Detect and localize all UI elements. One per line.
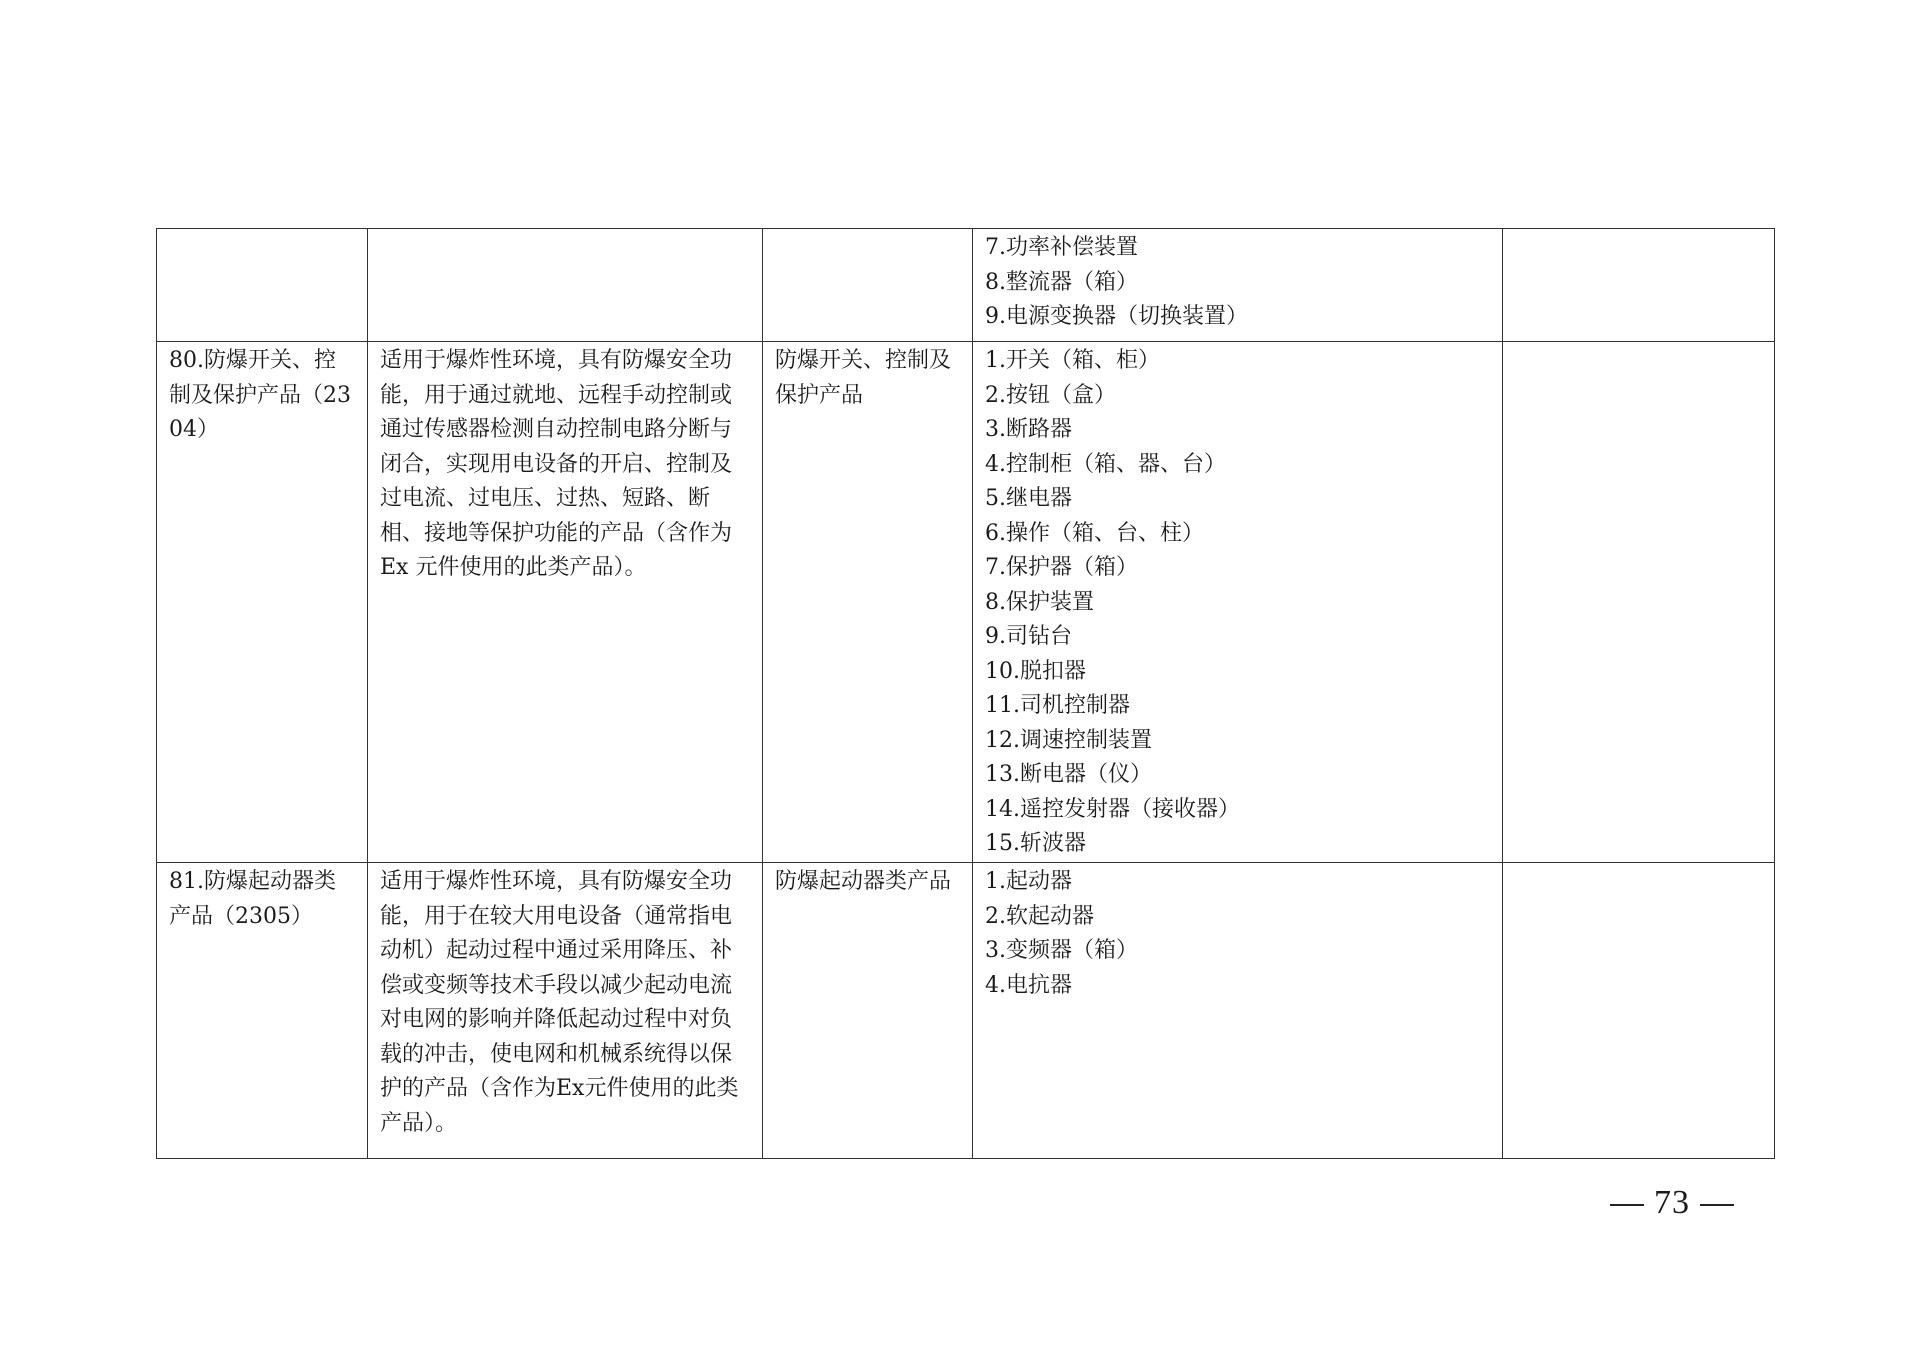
dash-left xyxy=(1610,1204,1644,1206)
list-item: 1.开关（箱、柜） xyxy=(985,348,1160,373)
page-number-value: 73 xyxy=(1654,1184,1690,1221)
list-item: 9.电源变换器（切换装置） xyxy=(985,304,1248,329)
product-items-cell xyxy=(973,229,1503,342)
product-name-cell: 防爆开关、控制及保护产品 xyxy=(763,342,973,863)
list-item: 3.断路器 xyxy=(985,417,1072,442)
list-item: 9.司钻台 xyxy=(985,624,1072,649)
list-item: 8.整流器（箱） xyxy=(985,269,1138,295)
list-item: 8.保护装置 xyxy=(985,589,1094,615)
list-item: 4.控制柜（箱、器、台） xyxy=(985,451,1226,477)
category-cell: 80.防爆开关、控制及保护产品（2304） xyxy=(157,342,368,863)
list-item: 11.司机控制器 xyxy=(985,693,1130,718)
category-cell xyxy=(157,229,368,342)
description-cell: 适用于爆炸性环境，具有防爆安全功能，用于在较大用电设备（通常指电动机）起动过程中通过采用降压、补偿或变频等技术手段以减少起动电流对电网的影响并降低起动过程中对负载的冲击，使电网和机械系统得以保护的产品（含作为Ex元件使用的此类产品）。 xyxy=(368,863,763,1159)
list-item: 2.软起动器 xyxy=(985,903,1094,929)
product-name-cell xyxy=(763,229,973,342)
table-row-81 xyxy=(157,863,1775,1159)
list-item: 1.起动器 xyxy=(985,869,1072,894)
list-item: 6.操作（箱、台、柱） xyxy=(985,520,1204,546)
table-row-continuation xyxy=(157,229,1775,342)
list-item: 15.斩波器 xyxy=(985,831,1086,856)
remarks-cell xyxy=(1503,863,1775,1159)
list-item: 7.功率补偿装置 xyxy=(985,235,1138,260)
list-item: 2.按钮（盒） xyxy=(985,382,1116,408)
product-items-cell xyxy=(973,342,1503,863)
description-cell xyxy=(368,229,763,342)
list-item: 3.变频器（箱） xyxy=(985,938,1138,963)
list-item: 10.脱扣器 xyxy=(985,658,1086,684)
list-item: 4.电抗器 xyxy=(985,972,1072,998)
category-cell: 81.防爆起动器类产品（2305） xyxy=(157,863,368,1159)
list-item: 12.调速控制装置 xyxy=(985,727,1152,753)
list-item: 14.遥控发射器（接收器） xyxy=(985,796,1240,822)
table-row-80 xyxy=(157,342,1775,863)
remarks-cell xyxy=(1503,342,1775,863)
dash-right xyxy=(1700,1204,1734,1206)
list-item: 13.断电器（仪） xyxy=(985,762,1152,787)
product-catalog-table xyxy=(156,228,1775,1159)
description-cell: 适用于爆炸性环境，具有防爆安全功能，用于通过就地、远程手动控制或通过传感器检测自动控制电路分断与闭合，实现用电设备的开启、控制及过电流、过电压、过热、短路、断相、接地等保护功能的产品（含作为 Ex 元件使用的此类产品）。 xyxy=(368,342,763,863)
list-item: 5.继电器 xyxy=(985,486,1072,511)
list-item: 7.保护器（箱） xyxy=(985,555,1138,580)
product-items-cell xyxy=(973,863,1503,1159)
page-number xyxy=(1600,1184,1744,1222)
remarks-cell xyxy=(1503,229,1775,342)
product-name-cell: 防爆起动器类产品 xyxy=(763,863,973,1159)
